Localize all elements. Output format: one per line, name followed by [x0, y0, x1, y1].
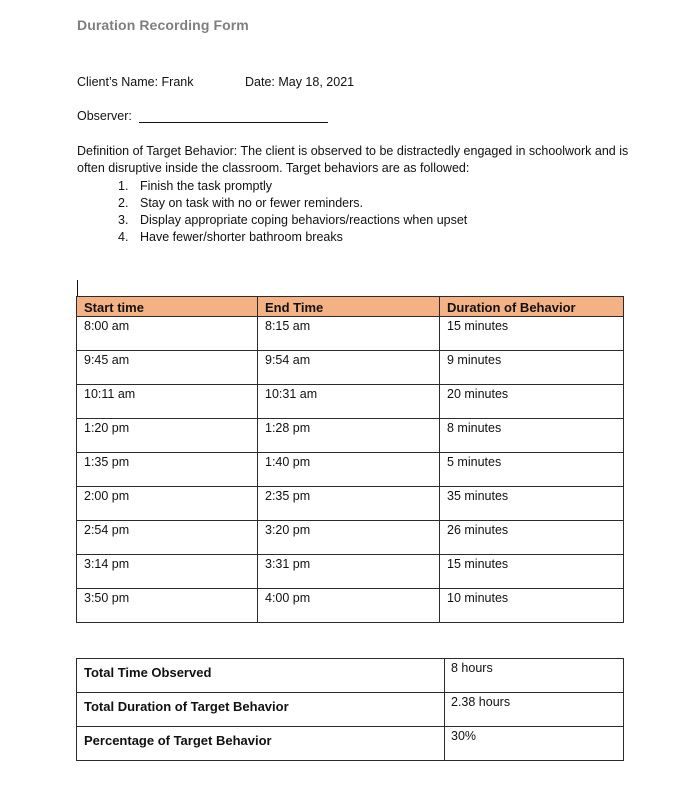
- duration-header: Duration of Behavior: [440, 297, 624, 317]
- start-time-header: Start time: [77, 297, 258, 317]
- table-row: [77, 693, 624, 727]
- table-header-row: [77, 297, 624, 317]
- end-time-cell[interactable]: 10:31 am: [258, 385, 440, 419]
- end-time-cell[interactable]: 9:54 am: [258, 351, 440, 385]
- list-item: 1. Finish the task promptly: [118, 179, 272, 193]
- observer-label: Observer:: [77, 109, 132, 123]
- total-duration-value[interactable]: 2.38 hours: [445, 693, 624, 727]
- duration-cell[interactable]: 26 minutes: [440, 521, 624, 555]
- list-item: 4. Have fewer/shorter bathroom breaks: [118, 230, 343, 244]
- end-time-cell[interactable]: 3:20 pm: [258, 521, 440, 555]
- table-row: [77, 453, 624, 487]
- start-time-cell[interactable]: 1:35 pm: [77, 453, 258, 487]
- table-row: [77, 521, 624, 555]
- table-row: [77, 419, 624, 453]
- end-time-cell[interactable]: 4:00 pm: [258, 589, 440, 623]
- start-time-cell[interactable]: 3:50 pm: [77, 589, 258, 623]
- duration-cell[interactable]: 9 minutes: [440, 351, 624, 385]
- duration-cell[interactable]: 10 minutes: [440, 589, 624, 623]
- start-time-cell[interactable]: 8:00 am: [77, 317, 258, 351]
- table-row: [77, 487, 624, 521]
- duration-cell[interactable]: 5 minutes: [440, 453, 624, 487]
- start-time-cell[interactable]: 10:11 am: [77, 385, 258, 419]
- table-row: [77, 659, 624, 693]
- observation-date: Date: May 18, 2021: [245, 75, 355, 89]
- total-duration-label: Total Duration of Target Behavior: [77, 693, 445, 727]
- start-time-cell[interactable]: 2:54 pm: [77, 521, 258, 555]
- table-row: [77, 351, 624, 385]
- end-time-cell[interactable]: 2:35 pm: [258, 487, 440, 521]
- end-time-cell[interactable]: 1:28 pm: [258, 419, 440, 453]
- text-cursor: [77, 280, 78, 297]
- percentage-value[interactable]: 30%: [445, 727, 624, 761]
- start-time-cell[interactable]: 9:45 am: [77, 351, 258, 385]
- total-time-observed-label: Total Time Observed: [77, 659, 445, 693]
- total-time-observed-value[interactable]: 8 hours: [445, 659, 624, 693]
- duration-cell[interactable]: 35 minutes: [440, 487, 624, 521]
- summary-table: [76, 658, 624, 761]
- duration-cell[interactable]: 15 minutes: [440, 317, 624, 351]
- start-time-cell[interactable]: 3:14 pm: [77, 555, 258, 589]
- duration-cell[interactable]: 15 minutes: [440, 555, 624, 589]
- table-row: [77, 385, 624, 419]
- start-time-cell[interactable]: 1:20 pm: [77, 419, 258, 453]
- percentage-label: Percentage of Target Behavior: [77, 727, 445, 761]
- list-item: 3. Display appropriate coping behaviors/reactions when upset: [118, 213, 468, 227]
- start-time-cell[interactable]: 2:00 pm: [77, 487, 258, 521]
- observer-blank-line[interactable]: [139, 122, 328, 123]
- end-time-cell[interactable]: 1:40 pm: [258, 453, 440, 487]
- target-behavior-list: [118, 178, 467, 246]
- table-row: [77, 589, 624, 623]
- behavior-definition: Definition of Target Behavior: The client is observed to be distractedly engaged in schoolwork and is often disruptive inside the classroom. Target behaviors are as followed:: [77, 144, 629, 175]
- form-title: Duration Recording Form: [77, 17, 249, 33]
- duration-cell[interactable]: 20 minutes: [440, 385, 624, 419]
- end-time-cell[interactable]: 8:15 am: [258, 317, 440, 351]
- duration-cell[interactable]: 8 minutes: [440, 419, 624, 453]
- table-row: [77, 317, 624, 351]
- duration-table: [76, 296, 624, 623]
- table-row: [77, 555, 624, 589]
- end-time-cell[interactable]: 3:31 pm: [258, 555, 440, 589]
- list-item: 2. Stay on task with no or fewer reminders.: [118, 196, 364, 210]
- client-name: Client’s Name: Frank: [77, 75, 194, 89]
- end-time-header: End Time: [258, 297, 440, 317]
- table-row: [77, 727, 624, 761]
